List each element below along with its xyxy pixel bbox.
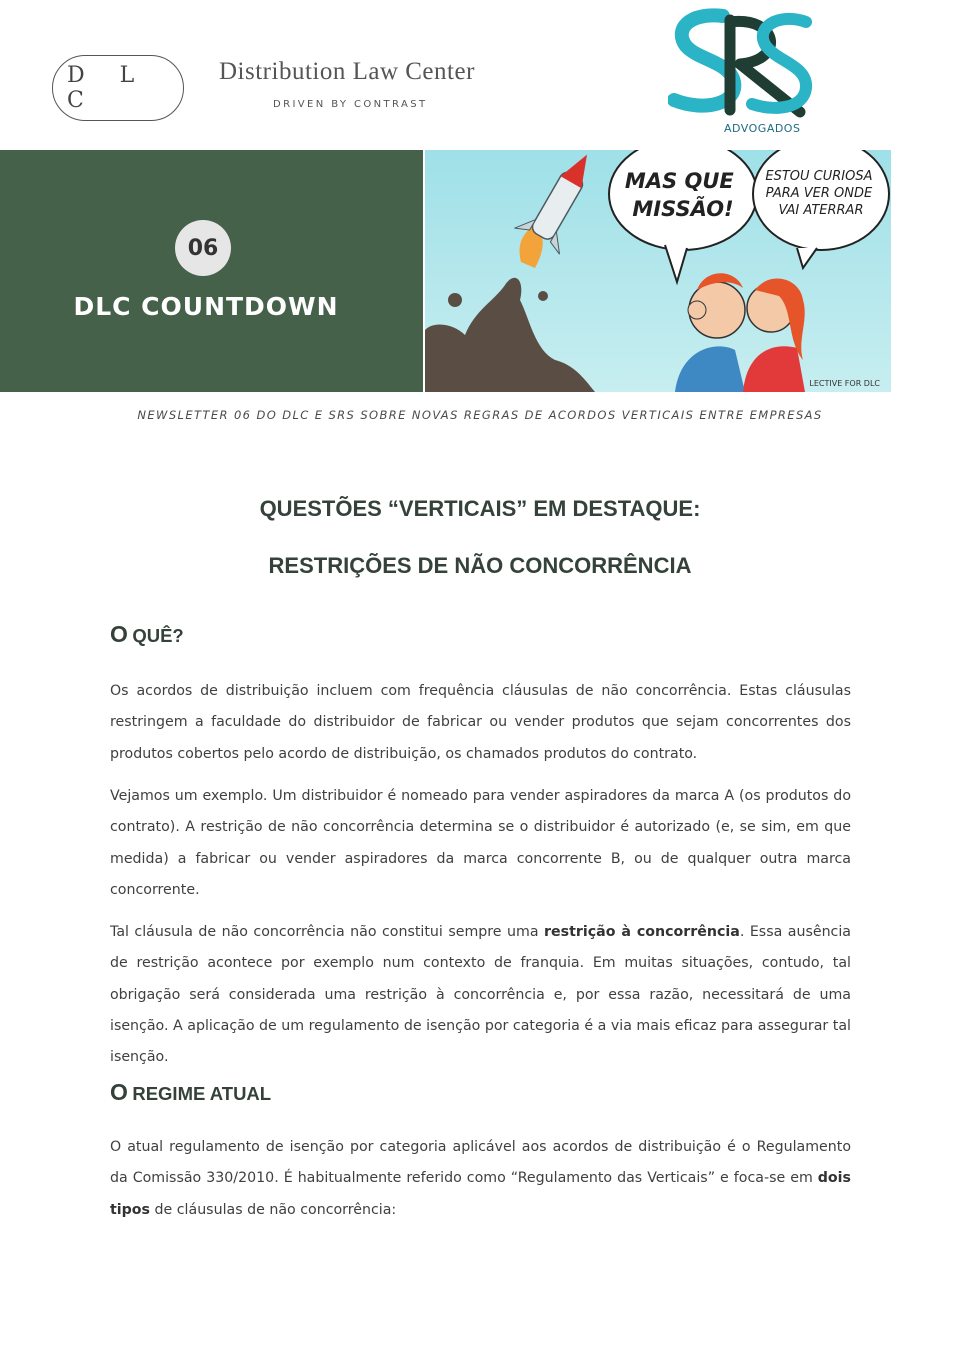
paragraph-4-bold: dois tipos (110, 1170, 851, 1218)
paragraph-4-part-a: O atual regulamento de isenção por categoria aplicável aos acordos de distribuição é o Regulamento da Comissão 330/2010. É habitualmente referido como “Regulamento das Verticais” e foca-se em (110, 1139, 851, 1187)
section-heading-regime-atual (110, 1079, 271, 1106)
section-heading-rest: REGIME ATUAL (132, 1083, 272, 1104)
paragraph-3-part-b: . Essa ausência de restrição acontece por exemplo num contexto de franquia. Em muitas situações, contudo, tal obrigação será considerada uma restrição à concorrência e, por essa razão, necessitará de uma isenção. A aplicação de um regulamento de isenção por categoria é a via mais eficaz para assegurar tal isenção. (110, 924, 851, 1066)
bubble-right-line2: PARA VER ONDE (765, 186, 873, 201)
paragraph-4 (110, 1132, 851, 1226)
paragraph-1: Os acordos de distribuição incluem com frequência cláusulas de não concorrência. Estas cláusulas restringem a faculdade do distribuidor de fabricar ou vender produtos que sejam concorrentes dos produtos cobertos pelo acordo de distribuição, os chamados produtos do contrato. (110, 683, 851, 762)
newsletter-subtitle: NEWSLETTER 06 DO DLC E SRS SOBRE NOVAS REGRAS DE ACORDOS VERTICAIS ENTRE EMPRESAS (137, 408, 823, 422)
paragraph-4-part-b: de cláusulas de não concorrência: (150, 1201, 397, 1218)
bubble-right-line1: ESTOU CURIOSA (765, 169, 873, 184)
cartoon-credit: LECTIVE FOR DLC (809, 379, 880, 388)
dlc-name: Distribution Law Center (219, 58, 475, 85)
paragraph-3 (110, 917, 851, 1073)
srs-subtitle: ADVOGADOS (724, 122, 801, 135)
section-heading-rest: QUÊ? (132, 625, 184, 646)
section-heading-initial: O (110, 621, 128, 647)
paragraph-2: Vejamos um exemplo. Um distribuidor é nomeado para vender aspiradores da marca A (os produtos do contrato). A restrição de não concorrência determina se o distribuidor é autorizado (e, se sim, em que medida) a fabricar ou vender aspiradores da marca concorrente B, ou de qualquer outra marca concorrente. (110, 788, 851, 898)
issue-number: 06 (187, 235, 219, 261)
bubble-left-line1: MAS QUE (624, 169, 734, 193)
dlc-monogram: D L C (67, 63, 149, 113)
paragraph-3-bold: restrição à concorrência (544, 924, 740, 940)
issue-number-badge (175, 220, 231, 276)
paragraph-3-part-a: Tal cláusula de não concorrência não constitui sempre uma (110, 924, 545, 940)
banner-title: DLC COUNTDOWN (73, 292, 339, 321)
section-heading-initial: O (110, 1079, 128, 1105)
main-title-line1: QUESTÕES “VERTICAIS” EM DESTAQUE: (259, 496, 701, 521)
dlc-tagline: DRIVEN BY CONTRAST (273, 99, 428, 110)
svg-text:ESTOU CURIOSA PARA VER OND (765, 169, 876, 218)
dlc-logo (52, 55, 184, 121)
main-title-line2: RESTRIÇÕES DE NÃO CONCORRÊNCIA (268, 553, 692, 578)
srs-logo-icon (668, 8, 813, 118)
rocket-cartoon (425, 150, 891, 392)
bubble-right-line3: VAI ATERRAR (778, 203, 864, 218)
bubble-left-line2: MISSÃO! (632, 197, 734, 221)
section-heading-o-que (110, 621, 184, 648)
